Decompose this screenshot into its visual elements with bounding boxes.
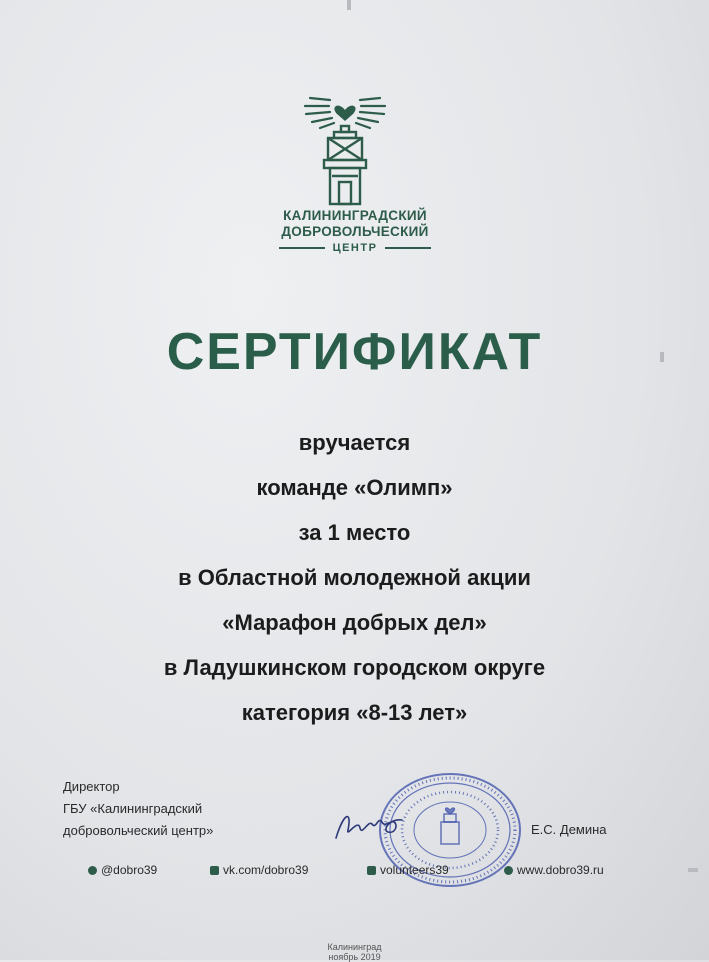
certificate-title: СЕРТИФИКАТ	[166, 323, 543, 381]
district-line: в Ладушкинском городском округе	[163, 655, 546, 680]
logo-line-3: ЦЕНТР	[332, 242, 378, 254]
position-line-1: Директор	[63, 779, 120, 794]
facebook-handle: volunteers39	[380, 863, 449, 877]
handwritten-signature	[330, 808, 410, 848]
certificate-body	[0, 420, 709, 735]
website-link: www.dobro39.ru	[517, 863, 604, 877]
contact-instagram[interactable]	[88, 863, 157, 877]
divider	[279, 247, 325, 249]
category-line: категория «8-13 лет»	[241, 700, 468, 725]
organization-logo	[240, 90, 470, 270]
contacts-row	[88, 863, 628, 883]
logo-center-row	[240, 240, 470, 256]
logo-line-1: КАЛИНИНГРАДСКИЙ	[283, 208, 427, 223]
divider	[385, 247, 431, 249]
frame-clip	[347, 0, 351, 10]
contact-facebook[interactable]	[367, 863, 449, 877]
vk-link: vk.com/dobro39	[223, 863, 309, 877]
footer-city: Калининград	[327, 942, 382, 952]
logo-title	[240, 208, 470, 240]
place-line: за 1 место	[298, 520, 411, 545]
lighthouse-heart-icon	[240, 90, 470, 210]
contact-website[interactable]	[504, 863, 604, 877]
team-line: команде «Олимп»	[256, 475, 453, 500]
contact-vk[interactable]	[210, 863, 308, 877]
instagram-handle: @dobro39	[101, 863, 158, 877]
footer	[0, 942, 709, 962]
instagram-icon	[88, 866, 97, 875]
event-name-line: «Марафон добрых дел»	[222, 610, 487, 635]
facebook-icon	[367, 866, 376, 875]
position-line-2: ГБУ «Калининградский	[63, 801, 203, 816]
globe-icon	[504, 866, 513, 875]
logo-line-2: ДОБРОВОЛЬЧЕСКИЙ	[281, 224, 429, 239]
event-line: в Областной молодежной акции	[178, 565, 531, 590]
signatory-name: Е.С. Демина	[531, 822, 607, 837]
footer-date: ноябрь 2019	[328, 952, 381, 962]
frame-clip	[688, 868, 698, 872]
award-line: вручается	[298, 430, 411, 455]
vk-icon	[210, 866, 219, 875]
position-line-3: добровольческий центр»	[63, 823, 214, 838]
signatory-position	[63, 776, 213, 842]
